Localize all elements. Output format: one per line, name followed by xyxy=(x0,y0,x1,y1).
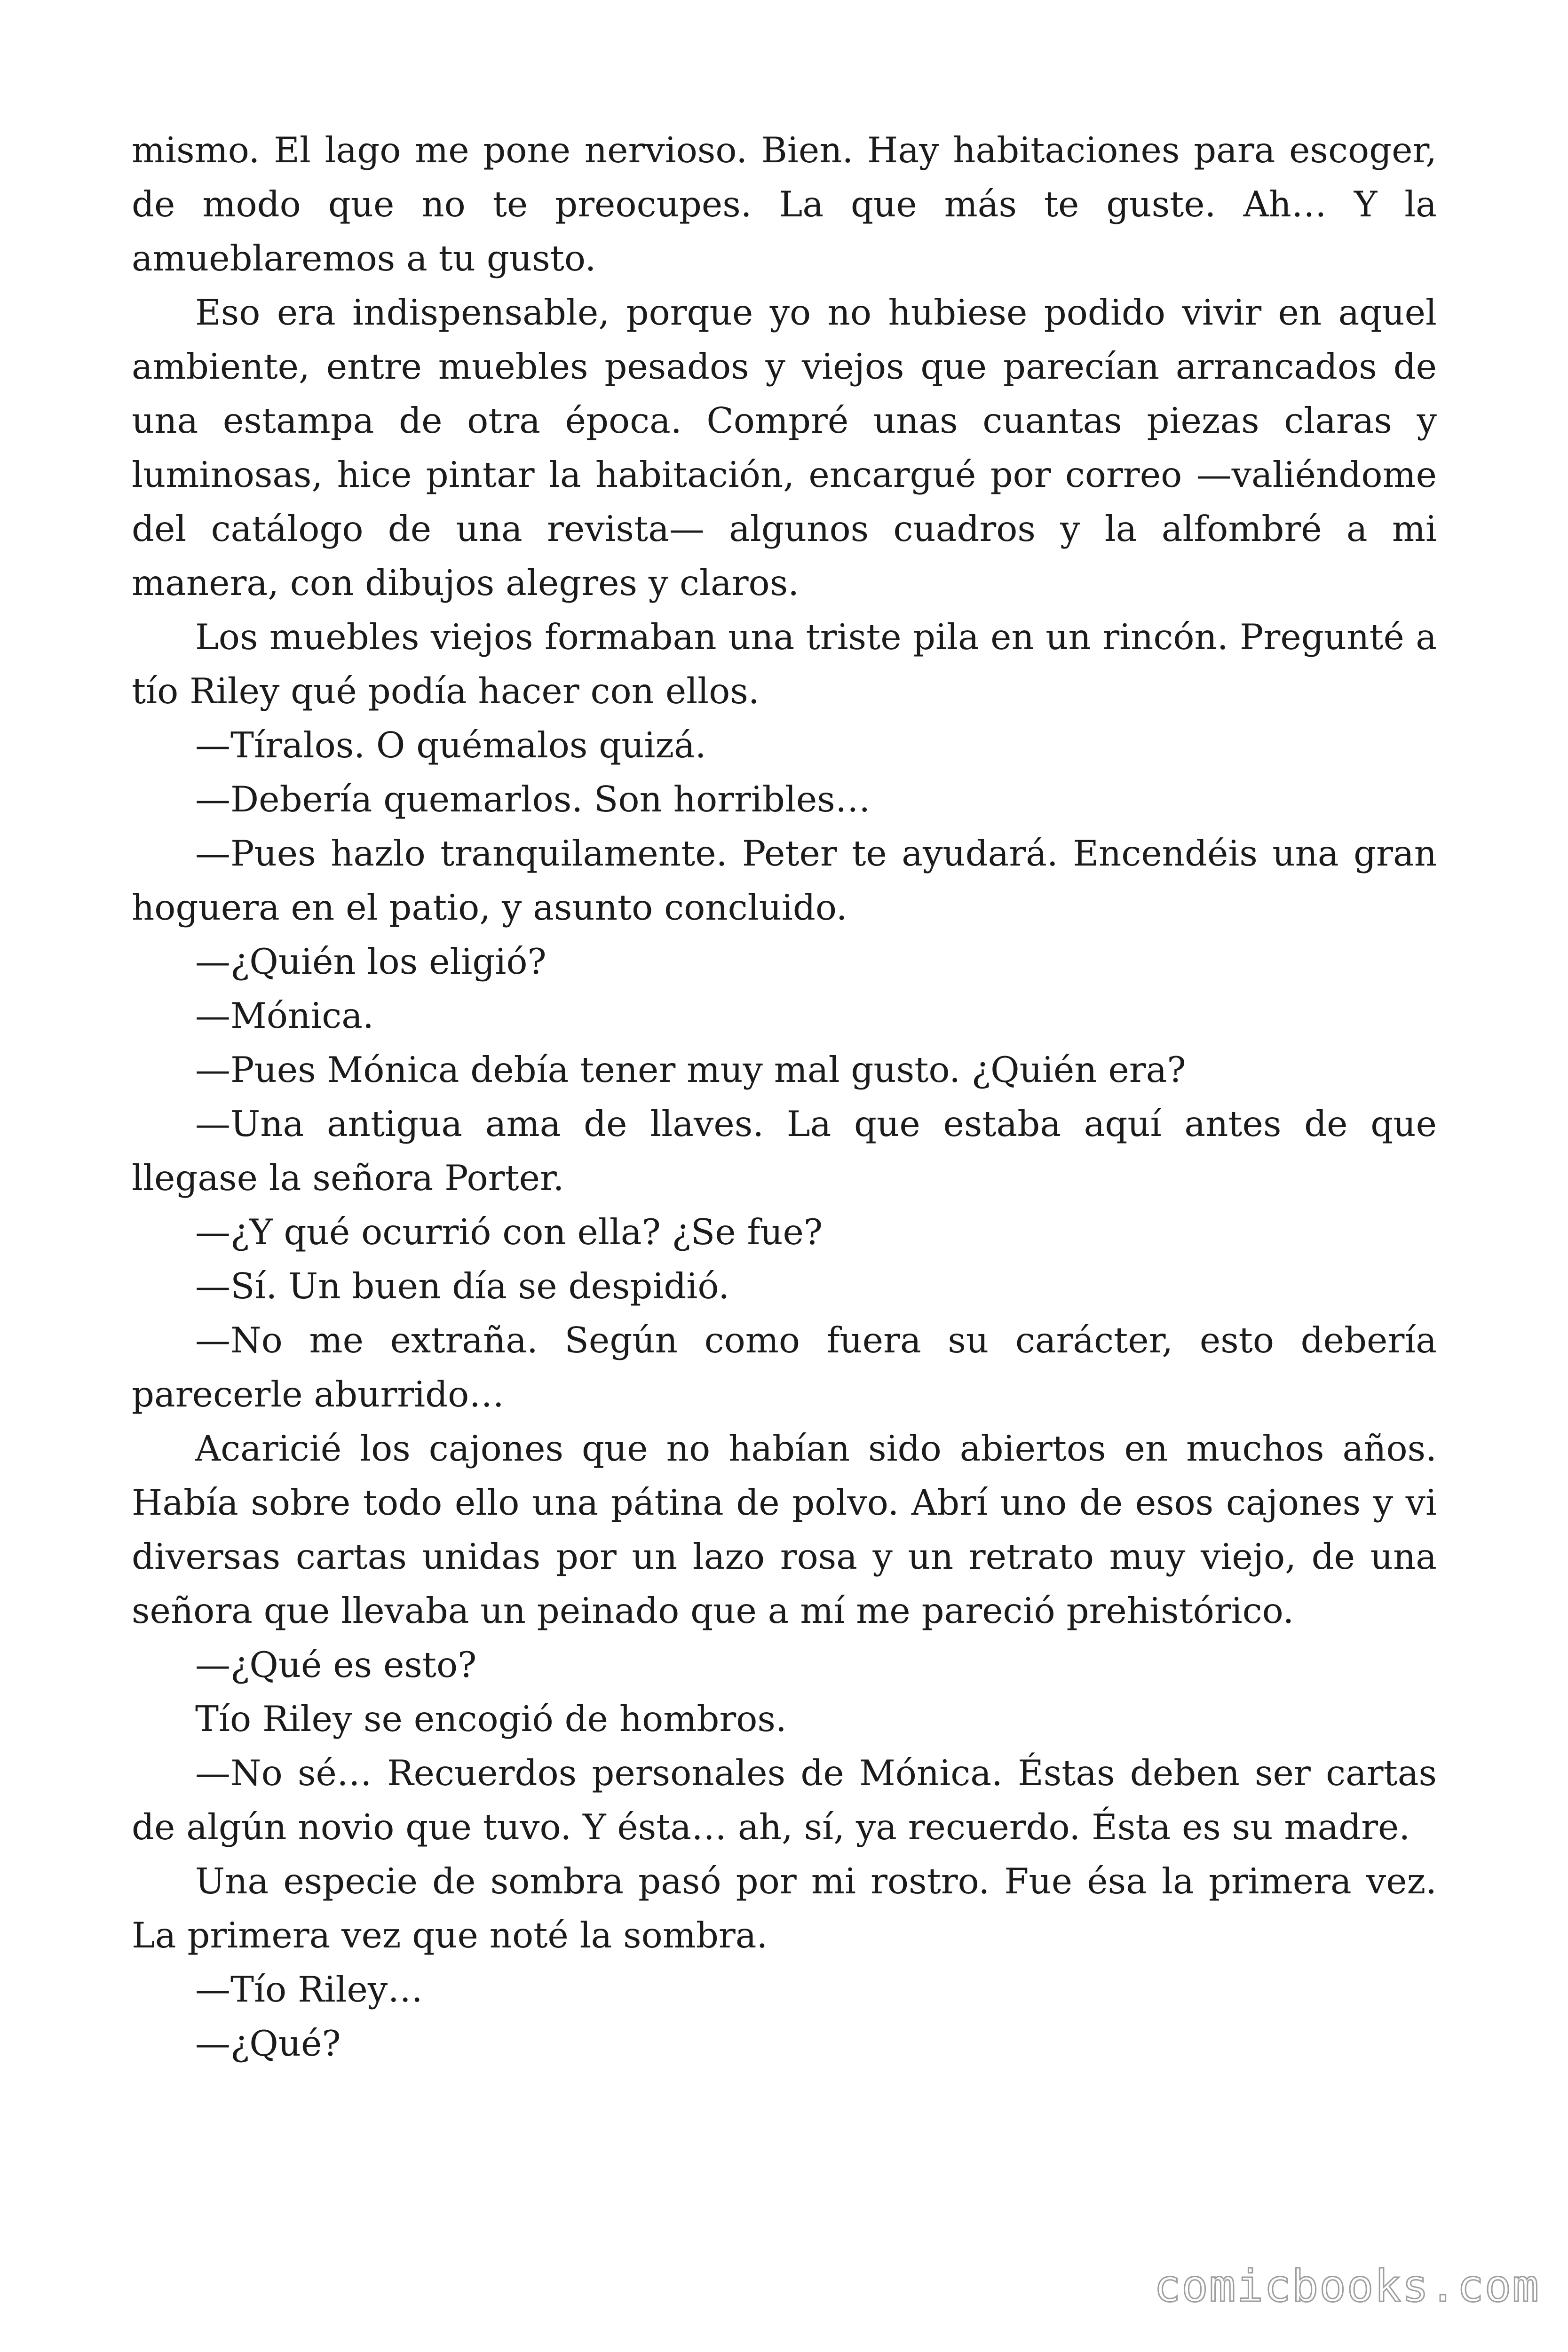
dialogue-line: —Tío Riley… xyxy=(195,1969,423,2010)
dialogue-line: —¿Y qué ocurrió con ella? ¿Se fue? xyxy=(195,1211,823,1253)
dialogue-line: —Sí. Un buen día se despidió. xyxy=(195,1265,730,1307)
dialogue-line: —Una antigua ama de llaves. La que estaba aquí antes de que llegase la señora Porter. xyxy=(132,1103,1437,1199)
dialogue-line: —¿Quién los eligió? xyxy=(195,941,546,982)
paragraph: Los muebles viejos formaban una triste pila en un rincón. Pregunté a tío Riley qué podía hacer con ellos. xyxy=(132,616,1437,712)
dialogue-line: —No sé… Recuerdos personales de Mónica. Éstas deben ser cartas de algún novio que tuvo. Y ésta… ah, sí, ya recuerdo. Ésta es su madre. xyxy=(132,1752,1437,1848)
body-text xyxy=(132,123,1437,2071)
dialogue-line: —Tíralos. O quémalos quizá. xyxy=(195,724,706,766)
dialogue-line: —Pues Mónica debía tener muy mal gusto. ¿Quién era? xyxy=(195,1049,1186,1090)
dialogue-line: —Mónica. xyxy=(195,995,374,1036)
dialogue-line: —Pues hazlo tranquilamente. Peter te ayudará. Encendéis una gran hoguera en el patio, y asunto concluido. xyxy=(132,833,1437,928)
paragraph: Acaricié los cajones que no habían sido abiertos en muchos años. Había sobre todo ello una pátina de polvo. Abrí uno de esos cajones y vi diversas cartas unidas por un lazo rosa y un retrato muy viejo, de una señora que llevaba un peinado que a mí me pareció prehistórico. xyxy=(132,1428,1437,1631)
dialogue-line: —¿Qué es esto? xyxy=(195,1644,477,1685)
dialogue-line: —No me extraña. Según como fuera su carácter, esto debería parecerle aburrido… xyxy=(132,1319,1437,1415)
paragraph: mismo. El lago me pone nervioso. Bien. Hay habitaciones para escoger, de modo que no te preocupes. La que más te guste. Ah… Y la amueblaremos a tu gusto. xyxy=(132,129,1437,279)
paragraph: Eso era indispensable, porque yo no hubiese podido vivir en aquel ambiente, entre muebles pesados y viejos que parecían arrancados de una estampa de otra época. Compré unas cuantas piezas claras y luminosas, hice pintar la habitación, encargué por correo —valiéndome del catálogo de una revista— algunos cuadros y la alfombré a mi manera, con dibujos alegres y claros. xyxy=(132,292,1437,604)
paragraph: Una especie de sombra pasó por mi rostro. Fue ésa la primera vez. La primera vez que noté la sombra. xyxy=(132,1860,1437,1956)
dialogue-line: —¿Qué? xyxy=(195,2023,341,2064)
paragraph: Tío Riley se encogió de hombros. xyxy=(195,1698,787,1740)
watermark-logo: comicbooks.com xyxy=(1154,2261,1540,2312)
dialogue-line: —Debería quemarlos. Son horribles… xyxy=(195,779,871,820)
